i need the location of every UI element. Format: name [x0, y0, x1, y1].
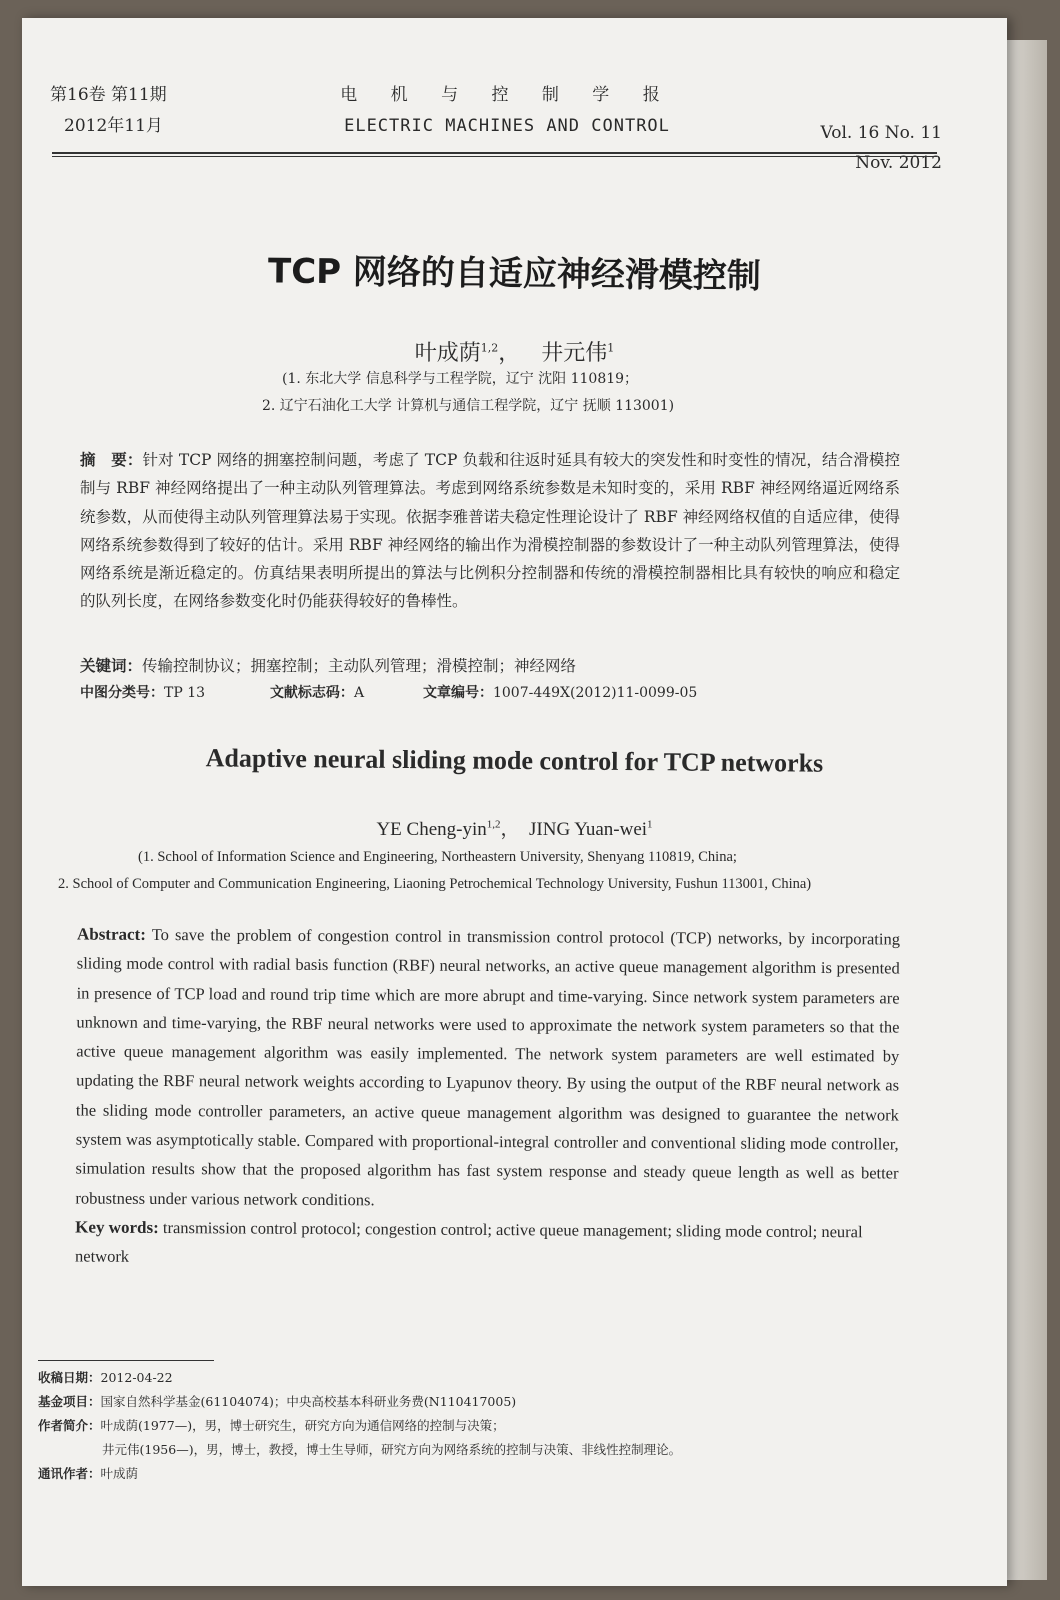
- date-cn: 2012年11月: [64, 116, 163, 136]
- author-en-sep: ，: [500, 819, 520, 840]
- doc-code-label: 文献标志码：: [269, 685, 354, 701]
- footnote-received: [38, 1366, 938, 1390]
- author-sep: ，: [498, 341, 521, 366]
- author-2-sup: 1: [607, 341, 615, 355]
- received-label: 收稿日期：: [38, 1370, 101, 1385]
- header-center: [292, 80, 722, 142]
- footnote-fund: [38, 1390, 938, 1414]
- affiliation-cn-1: (1. 东北大学 信息科学与工程学院，辽宁 沈阳 110819；: [282, 371, 639, 387]
- abstract-cn-label: 摘 要：: [80, 451, 143, 469]
- footnote-rule: [38, 1360, 214, 1361]
- author-2-en-sup: 1: [647, 818, 653, 831]
- corr-label: 通讯作者：: [38, 1466, 101, 1481]
- clc-value: TP 13: [164, 685, 206, 701]
- abstract-cn-text: 针对 TCP 网络的拥塞控制问题，考虑了 TCP 负载和往返时延具有较大的突发性和时变性的情况，结合滑模控制与 RBF 神经网络提出了一种主动队列管理算法。考虑到网络系统参数是未知时变的，采用 RBF 神经网络逼近网络系统参数，从而使得主动队列管理算法易于实现。依据李雅普诺夫稳定性理论设计了 RBF 神经网络权值的自适应律，使得网络系统参数得到了较好的估计。采用 RBF 神经网络的输出作为滑模控制器的参数设计了一种主动队列管理算法，使得网络系统是渐近稳定的。仿真结果表明所提出的算法与比例积分控制器和传统的滑模控制器相比具有较快的响应和稳定的队列长度，在网络参数变化时仍能获得较好的鲁棒性。: [80, 451, 900, 611]
- abstract-en-text: To save the problem of congestion control in transmission control protocol (TCP) networks, by incorporating sliding mode control with radial basis function (RBF) neural networks, an active queue management algorithm is presented in presence of TCP load and round trip time which are more abrupt and time-varying. Since network system parameters are unknown and time-varying, the RBF neural networks were used to approximate the network system parameters so that the active queue management algorithm was easily implemented. The network system parameters are well estimated by updating the RBF neural network weights according to Lyapunov theory. By using the output of the RBF neural network as the sliding mode controller parameters, an active queue management algorithm was designed to guarantee the network system was asymptotically stable. Compared with proportional-integral controller and conventional sliding mode controller, simulation results show that the proposed algorithm has fast system response and steady queue length as well as better robustness under various network conditions.: [75, 924, 901, 1209]
- bio-2: 井元伟(1956—)，男，博士，教授，博士生导师，研究方向为网络系统的控制与决策、非线性控制理论。: [102, 1442, 682, 1457]
- affiliation-cn-2: 2. 辽宁石油化工大学 计算机与通信工程学院，辽宁 抚顺 113001): [262, 398, 675, 414]
- footnote-bio: [38, 1414, 938, 1438]
- journal-page: [22, 18, 1007, 1586]
- fund-text: 国家自然科学基金(61104074)；中央高校基本科研业务费(N110417005): [100, 1394, 517, 1409]
- author-1-en: YE Cheng-yin: [376, 819, 487, 840]
- volume-issue-cn: 第16卷 第11期: [50, 85, 167, 105]
- bio-1: 叶成荫(1977—)，男，博士研究生，研究方向为通信网络的控制与决策；: [100, 1418, 505, 1433]
- keywords-cn-text: 传输控制协议；拥塞控制；主动队列管理；滑模控制；神经网络: [142, 657, 577, 675]
- header-right: [812, 118, 942, 178]
- header-rule-top: [52, 152, 937, 154]
- journal-name-en: ELECTRIC MACHINES AND CONTROL: [344, 116, 670, 136]
- corr-author: 叶成荫: [100, 1466, 139, 1481]
- authors-en: [22, 814, 1007, 841]
- footnotes: [38, 1366, 938, 1486]
- author-1-en-sup: 1,2: [486, 818, 501, 831]
- affiliation-en-1: (1. School of Information Science and Engineering, Northeastern University, Shenyang 110819, China;: [138, 849, 737, 865]
- keywords-cn: [80, 654, 900, 676]
- fund-label: 基金项目：: [38, 1394, 101, 1409]
- author-2-en: JING Yuan-wei: [529, 819, 648, 840]
- abstract-cn: [80, 446, 900, 616]
- clc-label: 中图分类号：: [80, 685, 164, 701]
- classification-row: [80, 682, 900, 702]
- keywords-en-label: Key words:: [75, 1217, 159, 1237]
- journal-name-cn: 电 机 与 控 制 学 报: [340, 85, 674, 105]
- abstract-en-label: Abstract:: [76, 924, 146, 944]
- page-edge: [1007, 40, 1047, 1580]
- header-left: [50, 80, 167, 142]
- keywords-en: [75, 1212, 898, 1276]
- affiliation-en-2: 2. School of Computer and Communication Engineering, Liaoning Petrochemical Technology University, Fushun 113001, China): [58, 876, 812, 892]
- keywords-cn-label: 关键词：: [80, 657, 143, 675]
- received-date: 2012-04-22: [100, 1370, 173, 1385]
- abstract-en: [75, 919, 900, 1276]
- author-1-cn: 叶成荫: [414, 341, 481, 366]
- affiliations-cn: [262, 366, 942, 420]
- author-1-sup: 1,2: [480, 341, 499, 355]
- date-en: Nov. 2012: [855, 153, 942, 173]
- title-cn: TCP 网络的自适应神经滑模控制: [267, 251, 762, 297]
- authors-cn: [22, 336, 1007, 367]
- author-2-cn: 井元伟: [541, 341, 608, 366]
- bio-label: 作者简介：: [38, 1418, 101, 1433]
- header-rule-bottom: [52, 156, 937, 157]
- volume-issue-en: Vol. 16 No. 11: [820, 123, 942, 143]
- keywords-en-text: transmission control protocol; congestion control; active queue management; sliding mode control; neural network: [74, 1217, 863, 1267]
- title-en: Adaptive neural sliding mode control for TCP networks: [205, 743, 824, 778]
- affiliations-en: [58, 844, 938, 898]
- article-no-value: 1007-449X(2012)11-0099-05: [492, 685, 698, 701]
- article-no-label: 文章编号：: [422, 685, 493, 701]
- footnote-corresponding: [38, 1462, 938, 1486]
- doc-code-value: A: [353, 685, 365, 701]
